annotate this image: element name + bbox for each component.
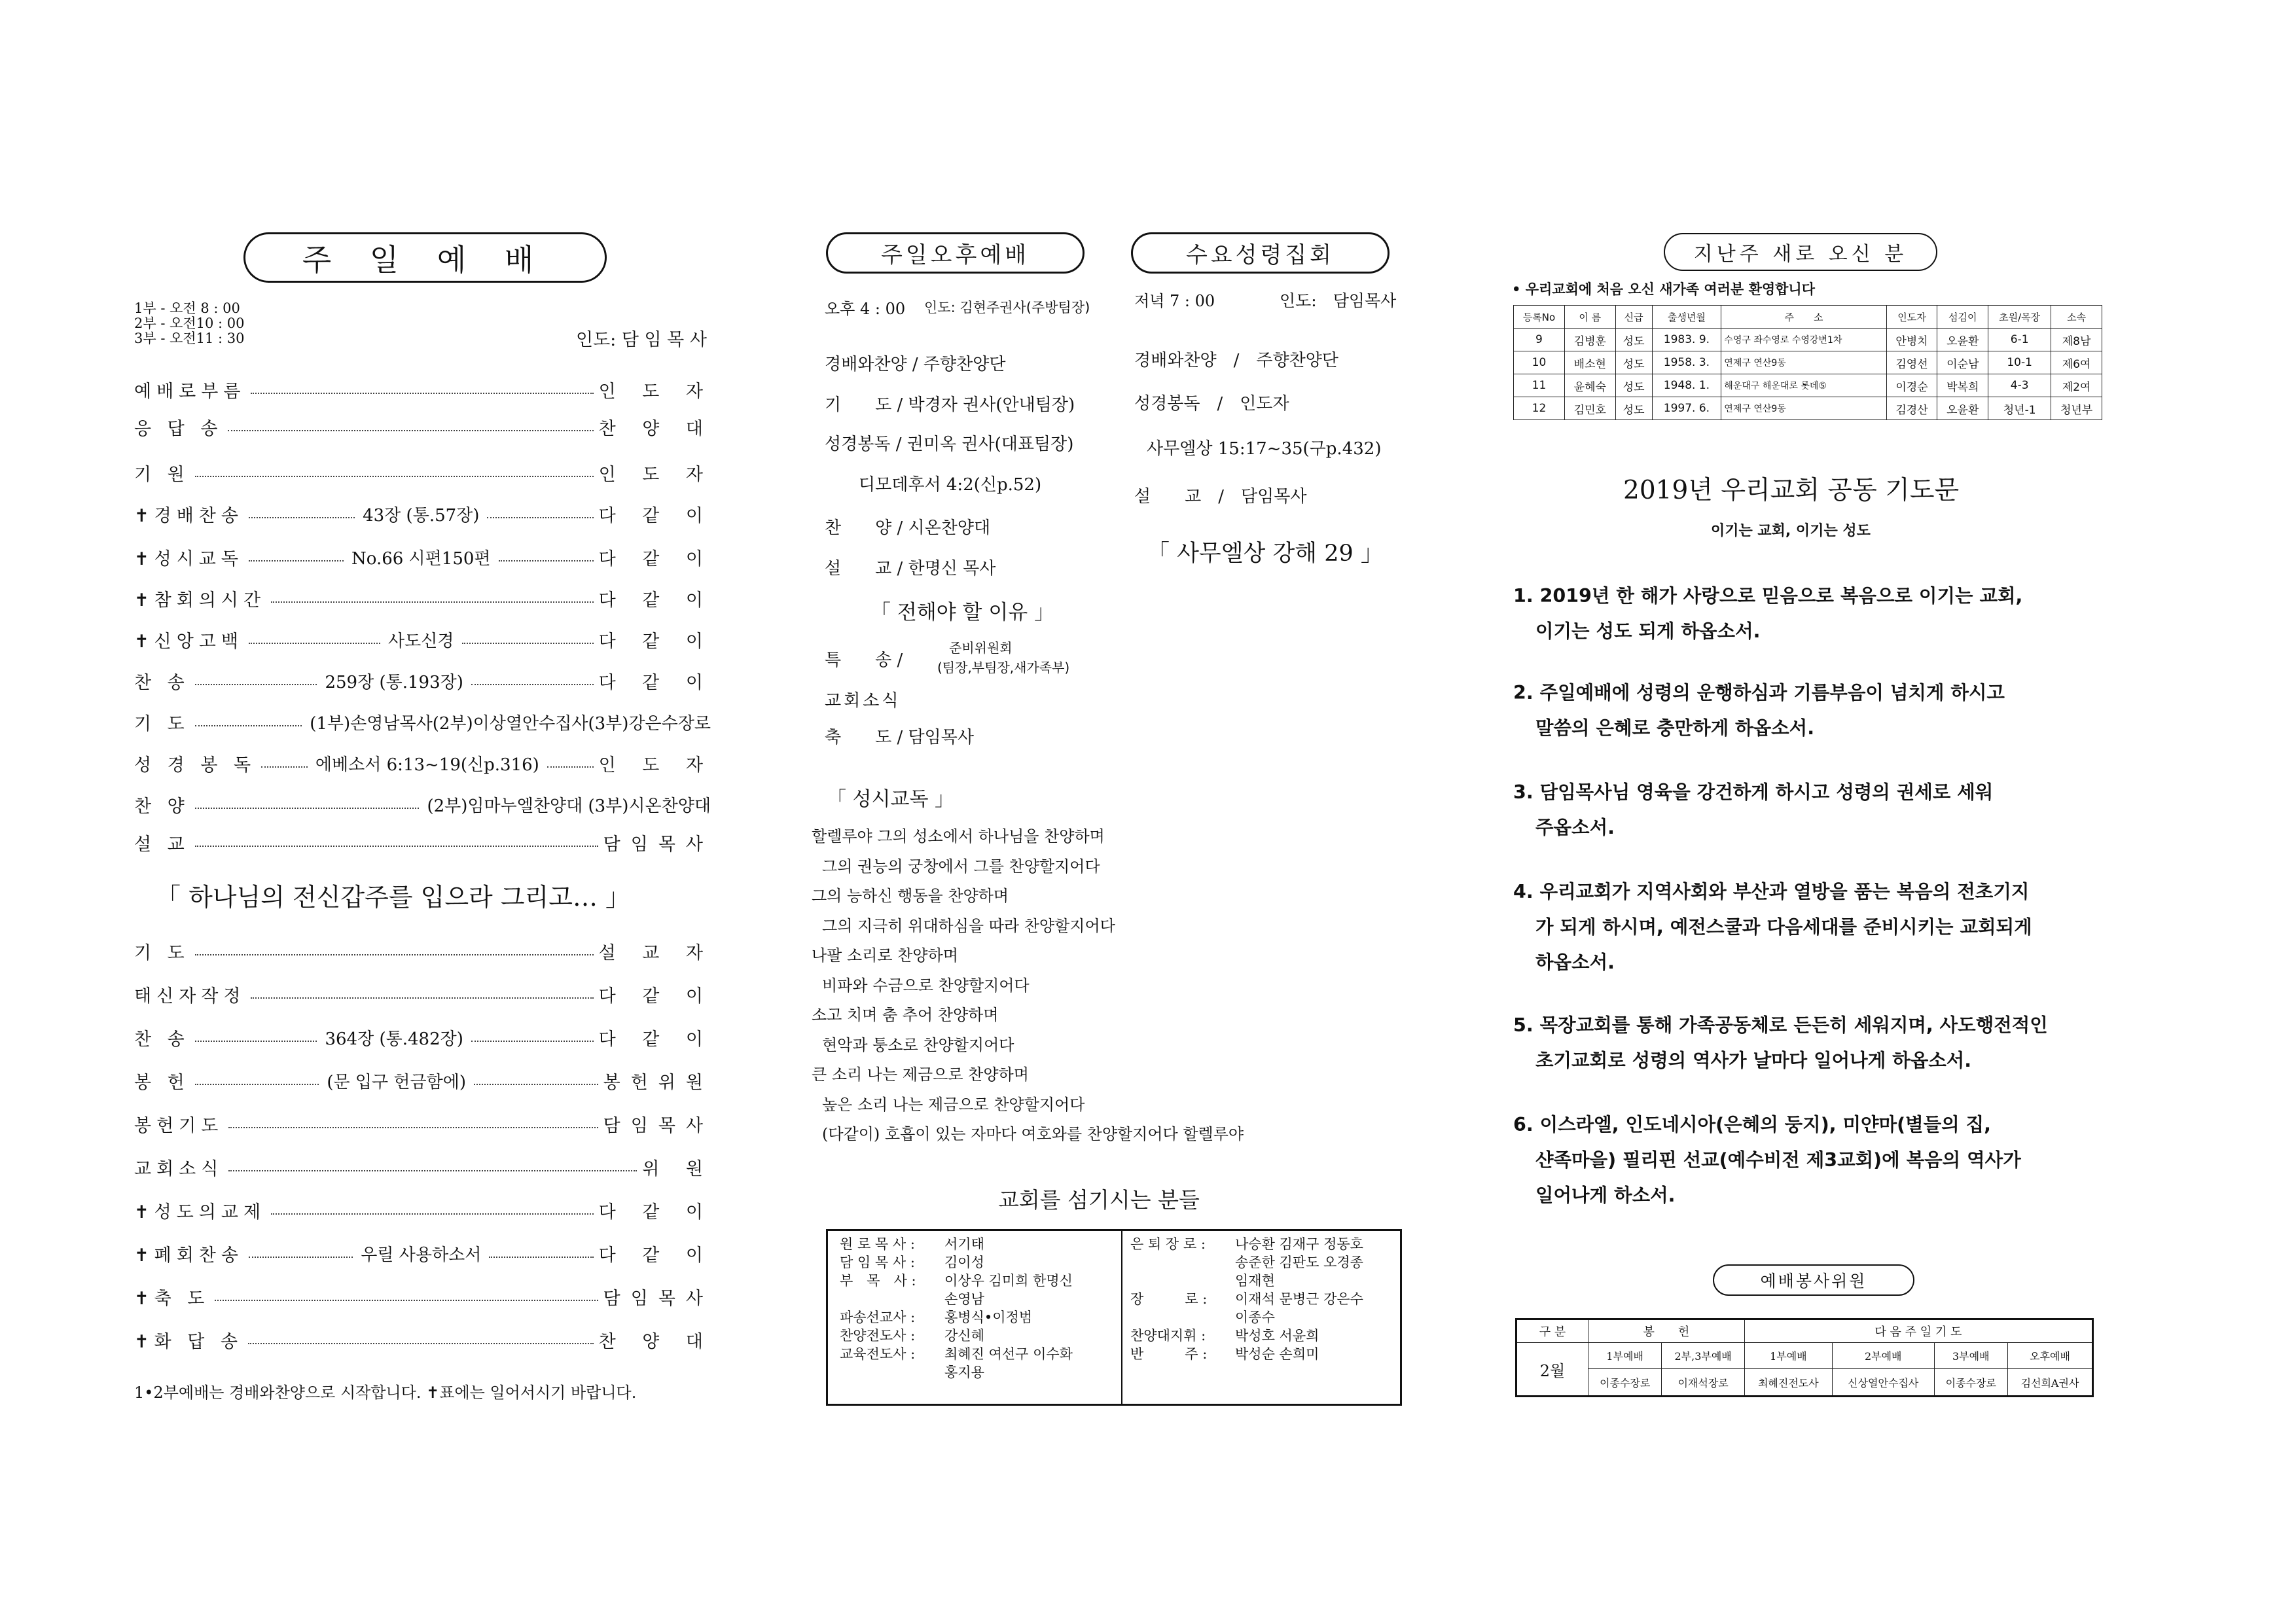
order-row xyxy=(134,978,713,1010)
servant-role xyxy=(840,1290,944,1308)
table-cell: 이경순 xyxy=(1886,374,1937,397)
dot-leader xyxy=(251,393,593,394)
order-row xyxy=(134,705,713,738)
order-person: 다 같 이 xyxy=(598,672,713,693)
table-cell: 1997. 6. xyxy=(1652,397,1721,420)
dot-leader xyxy=(195,846,598,847)
dot-leader xyxy=(499,560,594,562)
order-label: 기 원 xyxy=(134,464,190,485)
table-cell: 성도 xyxy=(1615,329,1652,351)
afternoon-item-1: 경배와찬양 / 주향찬양단 xyxy=(825,355,1006,374)
table-cell: 12 xyxy=(1514,397,1565,420)
order-person: 찬 양 대 xyxy=(598,1331,713,1352)
order-label: 성 경 봉 독 xyxy=(134,755,257,776)
wednesday-item-4: 설 교 / 담임목사 xyxy=(1134,487,1307,507)
afternoon-item-5: 찬 양 / 시온찬양대 xyxy=(825,518,991,538)
order-person: 담임목사 xyxy=(603,1115,713,1136)
order-person: 다 같 이 xyxy=(598,505,713,526)
order-detail: 259장 (통.193장) xyxy=(325,672,463,692)
afternoon-item-4: 디모데후서 4:2(신p.52) xyxy=(859,475,1042,495)
table-cell: 제2여 xyxy=(2051,374,2102,397)
table-cell: 청년부 xyxy=(2051,397,2102,420)
servant-role: 원 로 목 사 : xyxy=(840,1236,915,1252)
table-cell: 연제구 연산9동 xyxy=(1721,397,1886,420)
prayer-line: 말씀의 은혜로 충만하게 하옵소서. xyxy=(1535,717,1815,739)
servant-role: 부 목 사 : xyxy=(840,1273,916,1289)
table-cell: 제6여 xyxy=(2051,351,2102,374)
table-cell: 해운대구 해운대로 롯데⑤ xyxy=(1721,374,1886,397)
order-label: 찬 송 xyxy=(134,1029,190,1050)
order-person: 다 같 이 xyxy=(598,590,713,611)
order-person: 다 같 이 xyxy=(598,1029,713,1050)
order-detail: No.66 시편150편 xyxy=(351,548,491,569)
duty-value: 김선희A권사 xyxy=(2007,1369,2092,1397)
order-row xyxy=(134,935,713,967)
responsive-line: 큰 소리 나는 제금으로 찬양하며 xyxy=(812,1065,1029,1084)
servant-names: 박성호 서윤희 xyxy=(1235,1328,1319,1344)
order-row xyxy=(134,747,713,779)
dot-leader xyxy=(547,766,594,768)
order-row xyxy=(134,1150,713,1183)
servant-role: 반 주 : xyxy=(1130,1346,1208,1362)
afternoon-item-6: 설 교 / 한명신 목사 xyxy=(825,559,996,579)
sunday-service-title: 주 일 예 배 xyxy=(243,232,607,283)
servant-role: 장 로 : xyxy=(1130,1291,1208,1307)
dot-leader xyxy=(489,1257,593,1258)
dot-leader xyxy=(251,997,593,999)
afternoon-leader: 인도: 김현주권사(주방팀장) xyxy=(924,300,1090,315)
responsive-line: 비파와 수금으로 찬양할지어다 xyxy=(822,976,1030,995)
duty-subheader: 오후예배 xyxy=(2007,1343,2092,1369)
servant-names: 강신혜 xyxy=(944,1328,984,1344)
order-label: 기 도 xyxy=(134,713,190,734)
servant-names: 이상우 김미희 한명신 xyxy=(944,1273,1073,1289)
order-label: 예배로부름 xyxy=(134,381,246,402)
order-row xyxy=(134,1323,713,1356)
order-person: 다 같 이 xyxy=(598,1202,713,1222)
servant-row xyxy=(1130,1253,1363,1272)
table-cell: 오윤환 xyxy=(1937,397,1988,420)
prayer-line: 하옵소서. xyxy=(1535,952,1615,973)
wednesday-leader: 인도: 담임목사 xyxy=(1280,291,1397,310)
order-row xyxy=(134,664,713,697)
table-cell: 배소현 xyxy=(1564,351,1615,374)
duty-value: 이종수장로 xyxy=(1588,1369,1662,1397)
servant-names: 홍병식•이정범 xyxy=(944,1310,1033,1325)
servant-role xyxy=(1130,1308,1235,1327)
table-header: 소속 xyxy=(2051,306,2102,329)
service-time-1: 1부 - 오전 8 : 00 xyxy=(134,300,240,316)
duty-header-division: 구 분 xyxy=(1516,1319,1588,1343)
table-header: 등록No xyxy=(1514,306,1565,329)
duty-subheader: 3부예배 xyxy=(1934,1343,2007,1369)
afternoon-service-title: 주일오후예배 xyxy=(826,232,1085,274)
dot-leader xyxy=(487,517,593,518)
newcomers-welcome: • 우리교회에 처음 오신 새가족 여러분 환영합니다 xyxy=(1512,281,1816,297)
servant-names: 박성순 손희미 xyxy=(1235,1346,1319,1362)
wednesday-item-1: 경배와찬양 / 주향찬양단 xyxy=(1134,351,1338,370)
prayer-line: 1. 2019년 한 해가 사랑으로 믿음으로 복음으로 이기는 교회, xyxy=(1513,585,2023,607)
sermon-title: 「 하나님의 전신갑주를 입으라 그리고… 」 xyxy=(156,883,631,912)
order-person: 위 원 xyxy=(642,1158,713,1179)
newcomers-title: 지난주 새로 오신 분 xyxy=(1664,233,1937,271)
servants-title: 교회를 섬기시는 분들 xyxy=(998,1187,1200,1213)
table-header: 출생년월 xyxy=(1652,306,1721,329)
order-label: ✝참회의시간 xyxy=(134,590,266,611)
servant-row xyxy=(1130,1345,1363,1363)
dot-leader xyxy=(228,1170,637,1171)
dot-leader xyxy=(215,1300,598,1301)
table-cell: 청년-1 xyxy=(1988,397,2051,420)
wednesday-sermon: 「 사무엘상 강해 29 」 xyxy=(1147,541,1384,567)
responsive-line: 그의 지극히 위대하심을 따라 찬양할지어다 xyxy=(822,916,1115,935)
afternoon-item-2: 기 도 / 박경자 권사(안내팀장) xyxy=(825,395,1075,415)
duty-subheader: 2부예배 xyxy=(1832,1343,1934,1369)
servants-box xyxy=(826,1229,1402,1406)
responsive-reading-title: ｢ 성시교독 ｣ xyxy=(836,788,944,811)
order-label: 교회소식 xyxy=(134,1158,224,1179)
afternoon-news: 교회소식 xyxy=(825,691,901,711)
order-label: ✝경배찬송 xyxy=(134,505,243,526)
table-cell: 연제구 연산9동 xyxy=(1721,351,1886,374)
responsive-line: 현악과 퉁소로 찬양할지어다 xyxy=(822,1035,1014,1054)
table-cell: 수영구 좌수영로 수영강변1차 xyxy=(1721,329,1886,351)
table-cell: 김병훈 xyxy=(1564,329,1615,351)
afternoon-item-3: 성경봉독 / 권미옥 권사(대표팀장) xyxy=(825,435,1074,454)
afternoon-benediction: 축 도 / 담임목사 xyxy=(825,728,974,747)
dot-leader xyxy=(195,684,317,685)
table-cell: 1958. 3. xyxy=(1652,351,1721,374)
order-label: 설 교 xyxy=(134,834,190,855)
sunday-leader: 인도: 담 임 목 사 xyxy=(576,330,707,350)
servant-names: 최혜진 여선구 이수화 xyxy=(944,1346,1073,1362)
dot-leader xyxy=(248,1343,594,1344)
order-person: 담임목사 xyxy=(603,834,713,855)
dot-leader xyxy=(228,430,593,431)
table-cell: 4-3 xyxy=(1988,374,2051,397)
table-cell: 1983. 9. xyxy=(1652,329,1721,351)
table-cell: 10 xyxy=(1514,351,1565,374)
order-label: ✝성도의교제 xyxy=(134,1202,266,1222)
order-label: ✝성시교독 xyxy=(134,548,243,569)
order-row xyxy=(134,1021,713,1054)
service-times xyxy=(134,301,245,346)
order-detail: 에베소서 6:13~19(신p.316) xyxy=(315,755,539,775)
servant-role: 파송선교사 : xyxy=(840,1310,916,1325)
newcomers-table xyxy=(1513,305,2102,420)
prayer-line: 6. 이스라엘, 인도네시아(은혜의 둥지), 미얀마(별들의 집, xyxy=(1513,1114,1991,1135)
servant-row xyxy=(1130,1272,1363,1290)
wednesday-item-2: 성경봉독 / 인도자 xyxy=(1134,394,1289,414)
dot-leader xyxy=(249,560,344,562)
table-cell: 오윤환 xyxy=(1937,329,1988,351)
afternoon-special-value-1: 준비위원회 xyxy=(949,640,1013,656)
order-detail: (문 입구 헌금함에) xyxy=(327,1072,467,1092)
duty-value: 신상열안수집사 xyxy=(1832,1369,1934,1397)
order-person: 다 같 이 xyxy=(598,986,713,1007)
table-cell: 10-1 xyxy=(1988,351,2051,374)
order-row xyxy=(134,1194,713,1226)
servant-names: 홍지용 xyxy=(944,1364,984,1380)
servant-names: 서기태 xyxy=(944,1236,984,1252)
order-label: ✝신앙고백 xyxy=(134,631,243,652)
table-cell: 김경산 xyxy=(1886,397,1937,420)
order-row xyxy=(134,456,713,489)
duty-header-offering: 봉 헌 xyxy=(1588,1319,1745,1343)
table-cell: 제8남 xyxy=(2051,329,2102,351)
servant-names: 김이성 xyxy=(944,1255,984,1270)
duty-value: 최혜진전도사 xyxy=(1744,1369,1832,1397)
prayer-line: 2. 주일예배에 성령의 운행하심과 기름부음이 넘치게 하시고 xyxy=(1513,682,2005,704)
wednesday-time: 저녁 7 : 00 xyxy=(1134,292,1215,310)
table-header: 초원/목장 xyxy=(1988,306,2051,329)
servant-row xyxy=(1130,1235,1363,1253)
dot-leader xyxy=(228,1127,598,1128)
dot-leader xyxy=(249,1257,353,1258)
servant-role xyxy=(1130,1253,1235,1272)
servant-row xyxy=(840,1345,1073,1363)
responsive-line: 그의 권능의 궁창에서 그를 찬양할지어다 xyxy=(822,857,1100,876)
order-label: ✝화 답 송 xyxy=(134,1331,243,1352)
responsive-line: 나팔 소리로 찬양하며 xyxy=(812,946,958,965)
servant-role xyxy=(840,1363,944,1382)
wednesday-service-title: 수요성령집회 xyxy=(1131,232,1390,274)
dot-leader xyxy=(474,1084,598,1085)
order-row xyxy=(134,826,713,859)
servants-left xyxy=(840,1235,1073,1382)
table-row xyxy=(1514,374,2102,397)
table-row xyxy=(1514,351,2102,374)
order-row xyxy=(134,541,713,573)
servant-row xyxy=(840,1235,1073,1253)
order-person: 봉헌위원 xyxy=(603,1072,713,1093)
table-header: 인도자 xyxy=(1886,306,1937,329)
servant-role: 찬양대지휘 : xyxy=(1130,1328,1206,1344)
responsive-line: (다같이) 호흡이 있는 자마다 여호와를 찬양할지어다 할렐루야 xyxy=(822,1125,1244,1143)
order-label: 봉헌기도 xyxy=(134,1115,224,1136)
responsive-line: 높은 소리 나는 제금으로 찬양할지어다 xyxy=(822,1095,1085,1114)
servant-names: 나승환 김재구 정동호 xyxy=(1235,1236,1363,1252)
dot-leader xyxy=(271,601,594,603)
prayer-line: 초기교회로 성령의 역사가 날마다 일어나게 하옵소서. xyxy=(1535,1050,1972,1071)
table-cell: 안병치 xyxy=(1886,329,1937,351)
servant-row xyxy=(840,1290,1073,1308)
order-detail: (1부)손영남목사(2부)이상열안수집사(3부)강은수장로 xyxy=(310,713,711,734)
order-person: 담임목사 xyxy=(603,1288,713,1309)
responsive-line: 할렐루야 그의 성소에서 하나님을 찬양하며 xyxy=(812,827,1105,846)
servant-role: 은 퇴 장 로 : xyxy=(1130,1236,1206,1252)
dot-leader xyxy=(195,476,594,477)
prayer-line: 3. 담임목사님 영육을 강건하게 하시고 성령의 권세로 세워 xyxy=(1513,781,1994,803)
servant-role: 담 임 목 사 : xyxy=(840,1255,915,1270)
servant-row xyxy=(840,1327,1073,1345)
wednesday-item-3: 사무엘상 15:17~35(구p.432) xyxy=(1147,439,1382,459)
order-label: 찬 송 xyxy=(134,672,190,693)
prayer-line: 샨족마을) 필리핀 선교(예수비전 제3교회)에 복음의 역사가 xyxy=(1535,1149,2021,1171)
table-header: 주 소 xyxy=(1721,306,1886,329)
responsive-line: 그의 능하신 행동을 찬양하며 xyxy=(812,887,1009,905)
servant-row xyxy=(1130,1290,1363,1308)
dot-leader xyxy=(271,1213,594,1215)
order-row xyxy=(134,1064,713,1097)
sunday-footnote: 1•2부예배는 경배와찬양으로 시작합니다. ✝표에는 일어서시기 바랍니다. xyxy=(134,1383,637,1402)
order-row xyxy=(134,1107,713,1140)
servant-row xyxy=(840,1363,1073,1382)
afternoon-time: 오후 4 : 00 xyxy=(825,300,906,318)
order-row xyxy=(134,788,713,821)
duty-subheader: 1부예배 xyxy=(1744,1343,1832,1369)
servant-role: 교육전도사 : xyxy=(840,1346,916,1362)
dot-leader xyxy=(471,1041,594,1042)
dot-leader xyxy=(195,1084,319,1085)
order-detail: 우릴 사용하소서 xyxy=(361,1245,482,1265)
responsive-line: 소고 치며 춤 추어 찬양하며 xyxy=(812,1006,999,1024)
duty-value: 이재석장로 xyxy=(1662,1369,1744,1397)
dot-leader xyxy=(195,725,302,726)
prayer-line: 일어나게 하소서. xyxy=(1535,1185,1676,1206)
dot-leader xyxy=(249,517,355,518)
servant-row xyxy=(1130,1327,1363,1345)
order-label: ✝폐회찬송 xyxy=(134,1245,243,1266)
order-person: 찬 양 대 xyxy=(598,418,713,439)
servant-names: 손영남 xyxy=(944,1291,984,1307)
dot-leader xyxy=(195,954,594,955)
dot-leader xyxy=(471,684,594,685)
order-detail: 364장 (통.482장) xyxy=(325,1029,463,1049)
order-person: 다 같 이 xyxy=(598,1245,714,1266)
dot-leader xyxy=(195,808,420,809)
table-cell: 박복희 xyxy=(1937,374,1988,397)
order-detail: (2부)임마누엘찬양대 (3부)시온찬양대 xyxy=(427,796,711,816)
order-label: 응 답 송 xyxy=(134,418,223,439)
table-header: 이 름 xyxy=(1564,306,1615,329)
order-detail: 사도신경 xyxy=(388,631,454,651)
dot-leader xyxy=(462,643,594,644)
duty-subheader: 2부,3부예배 xyxy=(1662,1343,1744,1369)
prayer-line: 이기는 성도 되게 하옵소서. xyxy=(1535,620,1761,642)
table-cell: 성도 xyxy=(1615,351,1652,374)
prayer-line: 주옵소서. xyxy=(1535,817,1615,838)
afternoon-special-value-2: (팀장,부팀장,새가족부) xyxy=(937,660,1070,675)
order-person: 다 같 이 xyxy=(598,548,714,569)
duty-subheader: 1부예배 xyxy=(1588,1343,1662,1369)
afternoon-sermon: 「 전해야 할 이유 」 xyxy=(870,601,1055,624)
servant-names: 송준한 김판도 오경종 xyxy=(1235,1255,1363,1270)
order-person: 설 교 자 xyxy=(598,942,713,963)
prayer-line: 5. 목장교회를 통해 가족공동체로 든든히 세워지며, 사도행전적인 xyxy=(1513,1014,2048,1036)
duty-value: 이종수장로 xyxy=(1934,1369,2007,1397)
table-cell: 윤혜숙 xyxy=(1564,374,1615,397)
servant-row xyxy=(1130,1308,1363,1327)
table-header: 섬김이 xyxy=(1937,306,1988,329)
table-cell: 이순남 xyxy=(1937,351,1988,374)
servant-role: 찬양전도사 : xyxy=(840,1328,916,1344)
order-label: 기 도 xyxy=(134,942,190,963)
servant-row xyxy=(840,1308,1073,1327)
prayer-line: 가 되게 하시며, 예전스쿨과 다음세대를 준비시키는 교회되게 xyxy=(1535,916,2032,938)
dot-leader xyxy=(261,766,308,768)
afternoon-special-label: 특 송 / xyxy=(825,651,903,670)
dot-leader xyxy=(249,643,380,644)
servant-role xyxy=(1130,1272,1235,1290)
servant-row xyxy=(840,1253,1073,1272)
servants-right xyxy=(1130,1235,1363,1363)
table-cell: 11 xyxy=(1514,374,1565,397)
prayer-subtitle: 이기는 교회, 이기는 성도 xyxy=(1711,523,1871,539)
order-detail: 43장 (통.57장) xyxy=(363,505,480,526)
service-time-3: 3부 - 오전11 : 30 xyxy=(134,330,245,346)
table-cell: 성도 xyxy=(1615,374,1652,397)
servant-row xyxy=(840,1272,1073,1290)
servant-names: 이종수 xyxy=(1235,1310,1275,1325)
order-row xyxy=(134,410,713,443)
table-cell: 김영선 xyxy=(1886,351,1937,374)
order-row xyxy=(134,1237,713,1270)
servant-names: 이재석 문병근 강은수 xyxy=(1235,1291,1363,1307)
order-label: 태신자작정 xyxy=(134,986,246,1007)
table-cell: 성도 xyxy=(1615,397,1652,420)
order-person: 인 도 자 xyxy=(598,755,714,776)
order-label: ✝축 도 xyxy=(134,1288,210,1309)
table-cell: 9 xyxy=(1514,329,1565,351)
table-cell: 6-1 xyxy=(1988,329,2051,351)
service-time-2: 2부 - 오전10 : 00 xyxy=(134,315,245,331)
order-row xyxy=(134,497,713,530)
table-row xyxy=(1514,329,2102,351)
table-cell: 김민호 xyxy=(1564,397,1615,420)
worship-volunteers-title: 예배봉사위원 xyxy=(1713,1264,1914,1296)
table-header: 신급 xyxy=(1615,306,1652,329)
duty-header-next-prayer: 다 음 주 일 기 도 xyxy=(1744,1319,2092,1343)
prayer-line: 4. 우리교회가 지역사회와 부산과 열방을 품는 복음의 전초기지 xyxy=(1513,881,2030,902)
order-label: 봉 헌 xyxy=(134,1072,190,1093)
table-row xyxy=(1514,397,2102,420)
order-row xyxy=(134,1280,713,1313)
order-row xyxy=(134,623,713,656)
order-person: 다 같 이 xyxy=(598,631,713,652)
prayer-title: 2019년 우리교회 공동 기도문 xyxy=(1623,476,1960,505)
servant-names: 임재현 xyxy=(1235,1273,1275,1289)
duty-month: 2월 xyxy=(1516,1343,1588,1397)
volunteers-table xyxy=(1515,1318,2094,1397)
order-row xyxy=(134,582,713,615)
order-row xyxy=(134,373,713,406)
order-person: 인 도 자 xyxy=(598,381,713,402)
table-cell: 1948. 1. xyxy=(1652,374,1721,397)
order-label: 찬 양 xyxy=(134,796,190,817)
order-person: 인 도 자 xyxy=(598,464,713,485)
dot-leader xyxy=(195,1041,317,1042)
